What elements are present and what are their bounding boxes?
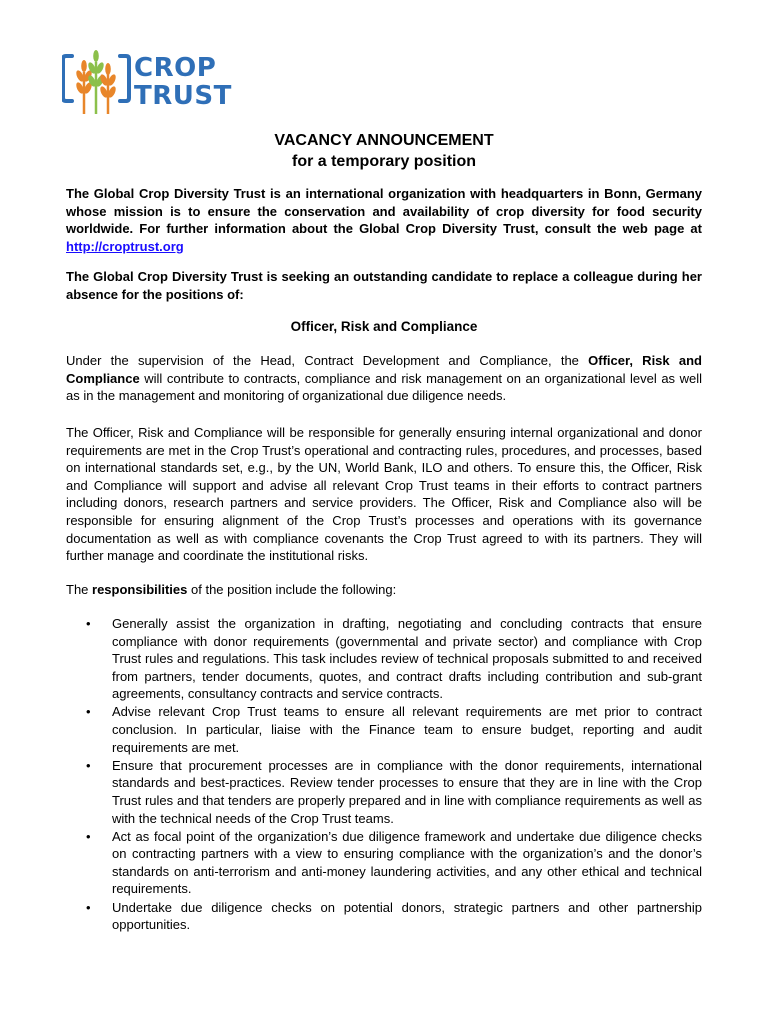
seeking-paragraph: The Global Crop Diversity Trust is seeking an outstanding candidate to replace a colleague during her absence for the positions of:	[66, 269, 702, 302]
logo-line-trust: TRUST	[134, 81, 232, 111]
para3-bold: responsibilities	[92, 582, 188, 597]
responsibilities-list	[86, 615, 702, 934]
para1-post: will contribute to contracts, compliance and risk management on an organizational level as well as in the management and monitoring of organizational due diligence needs.	[66, 370, 702, 404]
bullet-icon: •	[86, 828, 91, 844]
logo-line-crop: CROP	[134, 53, 217, 83]
para1-pre: Under the supervision of the Head, Contract Development and Compliance, the	[66, 353, 589, 368]
supervision-paragraph	[66, 352, 702, 405]
intro-text: The Global Crop Diversity Trust is an international organization with headquarters in Bonn, Germany whose mission is to ensure the conservation and availability of crop diversity for food security worldwide. For further information about the Global Crop Diversity Trust, consult the web page at	[66, 186, 702, 237]
bullet-icon: •	[86, 616, 91, 631]
page-subtitle: for a temporary position	[291, 153, 477, 170]
para3-pre: The	[66, 582, 93, 597]
list-item-text: Act as focal point of the organization’s due diligence framework and undertake due diligence checks on contracting partners with a view to ensuring compliance with the organization’s and the donor’s standards on anti-terrorism and anti-money laundering activities, and any other ethical and technical requirements.	[112, 828, 702, 897]
list-item	[86, 828, 702, 898]
bullet-icon: •	[86, 704, 91, 720]
bullet-icon: •	[86, 899, 91, 915]
wheat-icon	[62, 48, 132, 118]
list-item-text: Undertake due diligence checks on potential donors, strategic partners and other partnership opportunities.	[112, 899, 702, 933]
position-title: Officer, Risk and Compliance	[290, 319, 478, 334]
croptrust-link[interactable]: http://croptrust.org	[66, 238, 184, 254]
responsibilities-intro	[66, 581, 702, 599]
intro-paragraph	[66, 185, 702, 255]
bullet-icon: •	[86, 757, 91, 773]
list-item	[86, 899, 702, 934]
responsibility-paragraph: The Officer, Risk and Compliance will be responsible for generally ensuring internal organizational and donor requirements are met in the Crop Trust’s operational and contracting rules, procedures, and processes, based on international standards set, e.g., by the UN, World Bank, ILO and others. To ensure this, the Officer, Risk and Compliance will support and advise all relevant Crop Trust teams in their efforts to contract partners including donors, research partners and service providers. The Officer, Risk and Compliance also will be responsible for ensuring alignment of the Crop Trust’s processes and operations with its governance documentation as well as with compliance covenants the Crop Trust agreed to with its partners. They will further manage and coordinate the institutional risks.	[66, 425, 702, 564]
list-item-text: Advise relevant Crop Trust teams to ensure all relevant requirements are met prior to contract conclusion. In particular, liaise with the Finance team to ensure budget, reporting and audit requirements are met.	[112, 704, 702, 755]
list-item-text: Generally assist the organization in drafting, negotiating and concluding contracts that ensure compliance with donor requirements (governmental and private sector) and compliance with Crop Trust rules and regulations. This task includes review of technical proposals submitted to and received from partners, tender documents, quotes, and contract drafts including contribution and sub-grant agreements, consultancy contracts and service contracts.	[112, 616, 702, 702]
logo-wordmark	[134, 54, 232, 110]
page-title: VACANCY ANNOUNCEMENT	[274, 132, 494, 149]
para3-post: of the position include the following:	[187, 582, 397, 597]
list-item	[86, 757, 702, 827]
list-item	[86, 703, 702, 756]
para1-bold: Officer, Risk and Compliance	[66, 353, 702, 386]
list-item-text: Ensure that procurement processes are in compliance with the donor requirements, international standards and best-practices. Review tender processes to ensure that they are in line with the Crop Trust rules and that tenders are properly prepared and in line with compliance requirements as well as with the technical needs of the Crop Trust teams.	[112, 757, 702, 826]
crop-trust-logo	[62, 48, 240, 118]
list-item	[86, 615, 702, 703]
